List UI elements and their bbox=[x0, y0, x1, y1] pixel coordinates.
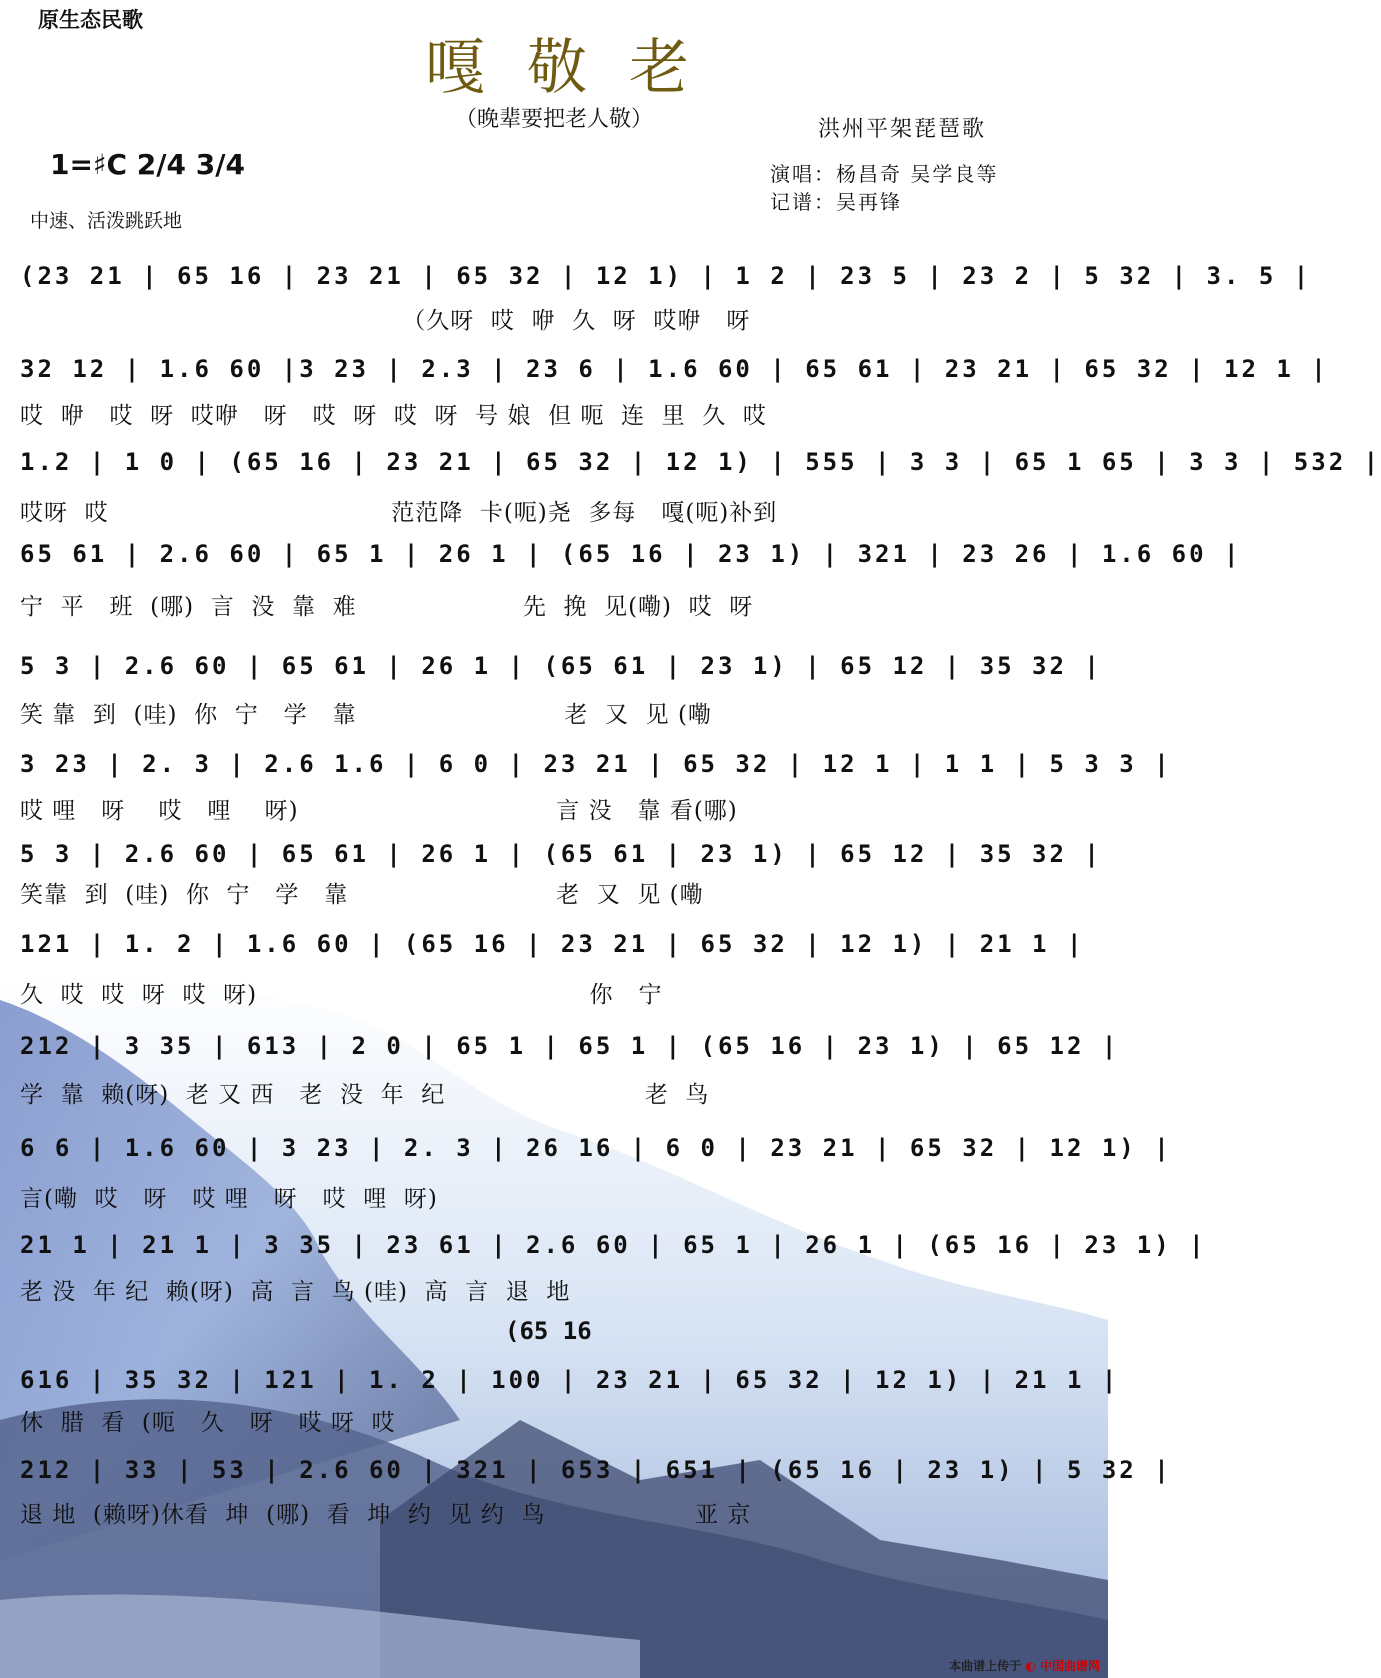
lyrics-line: （久呀 哎 咿 久 呀 哎咿 呀 bbox=[20, 308, 751, 334]
score-row bbox=[20, 930, 1090, 1020]
lyrics-line: 言(嘞 哎 呀 哎 哩 呀 哎 哩 呀) bbox=[20, 1186, 438, 1212]
transcriber-credit: 记谱：吴再锋 bbox=[770, 190, 902, 214]
tempo-marking: 中速、活泼跳跃地 bbox=[30, 210, 183, 232]
inserted-notation: (65 16 bbox=[505, 1317, 592, 1345]
notation-line: 121 | 1. 2 | 1.6 60 | (65 16 | 23 21 | 65 32 | 12 1) | 21 1 | bbox=[20, 930, 1085, 958]
notation-line: (23 21 | 65 16 | 23 21 | 65 32 | 12 1) | 1 2 | 23 5 | 23 2 | 5 32 | 3. 5 | bbox=[20, 262, 1312, 290]
score-row bbox=[20, 1134, 1172, 1224]
lyrics-line: 哎 咿 哎 呀 哎咿 呀 哎 呀 哎 呀 号 娘 但 呃 连 里 久 哎 bbox=[20, 403, 767, 429]
site-logo-icon: ◐ bbox=[1025, 1659, 1036, 1673]
notation-line: 1.2 | 1 0 | (65 16 | 23 21 | 65 32 | 12 1) | 555 | 3 3 | 65 1 65 | 3 3 | 532 | bbox=[20, 448, 1381, 476]
notation-line: 65 61 | 2.6 60 | 65 1 | 26 1 | (65 16 | 23 1) | 321 | 23 26 | 1.6 60 | bbox=[20, 540, 1242, 568]
score-row bbox=[20, 1456, 1172, 1546]
notation-line: 3 23 | 2. 3 | 2.6 1.6 | 6 0 | 23 21 | 65 32 | 12 1 | 1 1 | 5 3 3 | bbox=[20, 750, 1172, 778]
score-row bbox=[20, 1231, 1207, 1321]
lyrics-line: 休 腊 看 (呃 久 呀 哎 呀 哎 bbox=[20, 1410, 396, 1436]
score-row bbox=[20, 750, 1172, 840]
notation-line: 6 6 | 1.6 60 | 3 23 | 2. 3 | 26 16 | 6 0 | 23 21 | 65 32 | 12 1) | bbox=[20, 1134, 1172, 1162]
upload-credit bbox=[949, 1657, 1100, 1674]
score-row bbox=[20, 1032, 1120, 1122]
score-row bbox=[20, 652, 1102, 742]
key-signature: 1=♯C 2/4 3/4 bbox=[50, 148, 245, 181]
upload-credit-prefix: 本曲谱上传于 bbox=[949, 1659, 1022, 1673]
score-row bbox=[20, 540, 1242, 630]
notation-line: 5 3 | 2.6 60 | 65 61 | 26 1 | (65 61 | 23 1) | 65 12 | 35 32 | bbox=[20, 840, 1102, 868]
lyrics-line: 笑靠 到 (哇) 你 宁 学 靠 老 又 见 (嘞 bbox=[20, 882, 704, 908]
lyrics-line: 哎呀 哎 范范降 卡(呃)尧 多每 嘎(呃)补到 bbox=[20, 500, 778, 526]
score-row bbox=[20, 448, 1381, 538]
score-row bbox=[20, 355, 1329, 445]
song-subtitle: （晚辈要把老人敬） bbox=[455, 107, 654, 132]
lyrics-line: 学 靠 赖(呀) 老 又 西 老 没 年 纪 老 鸟 bbox=[20, 1082, 710, 1108]
notation-line: 616 | 35 32 | 121 | 1. 2 | 100 | 23 21 | 65 32 | 12 1) | 21 1 | bbox=[20, 1366, 1120, 1394]
notation-line: 5 3 | 2.6 60 | 65 61 | 26 1 | (65 61 | 23 1) | 65 12 | 35 32 | bbox=[20, 652, 1102, 680]
notation-line: 21 1 | 21 1 | 3 35 | 23 61 | 2.6 60 | 65 1 | 26 1 | (65 16 | 23 1) | bbox=[20, 1231, 1207, 1259]
song-title: 嘎敬老 bbox=[425, 33, 731, 103]
singers-credit: 演唱：杨昌奇 吴学良等 bbox=[770, 162, 999, 186]
genre-label: 原生态民歌 bbox=[38, 8, 143, 32]
score-row bbox=[20, 840, 1102, 930]
site-name: 中国曲谱网 bbox=[1039, 1659, 1100, 1673]
lyrics-line: 笑 靠 到 (哇) 你 宁 学 靠 老 又 见 (嘞 bbox=[20, 702, 712, 728]
notation-line: 212 | 3 35 | 613 | 2 0 | 65 1 | 65 1 | (65 16 | 23 1) | 65 12 | bbox=[20, 1032, 1120, 1060]
score-row bbox=[20, 262, 1312, 352]
notation-line: 212 | 33 | 53 | 2.6 60 | 321 | 653 | 651 | (65 16 | 23 1) | 5 32 | bbox=[20, 1456, 1172, 1484]
score-row bbox=[20, 1366, 1120, 1456]
song-genre: 洪州平架琵琶歌 bbox=[818, 117, 987, 142]
lyrics-line: 老 没 年 纪 赖(呀) 高 言 鸟 (哇) 高 言 退 地 bbox=[20, 1279, 571, 1305]
lyrics-line: 哎 哩 呀 哎 哩 呀) 言 没 靠 看(哪) bbox=[20, 798, 738, 824]
notation-line: 32 12 | 1.6 60 |3 23 | 2.3 | 23 6 | 1.6 60 | 65 61 | 23 21 | 65 32 | 12 1 | bbox=[20, 355, 1329, 383]
lyrics-line: 久 哎 哎 呀 哎 呀) 你 宁 bbox=[20, 982, 663, 1008]
lyrics-line: 退 地 (赖呀)休看 坤 (哪) 看 坤 约 见 约 鸟 亚 京 bbox=[20, 1502, 752, 1528]
lyrics-line: 宁 平 班 (哪) 言 没 靠 难 先 挽 见(嘞) 哎 呀 bbox=[20, 594, 754, 620]
